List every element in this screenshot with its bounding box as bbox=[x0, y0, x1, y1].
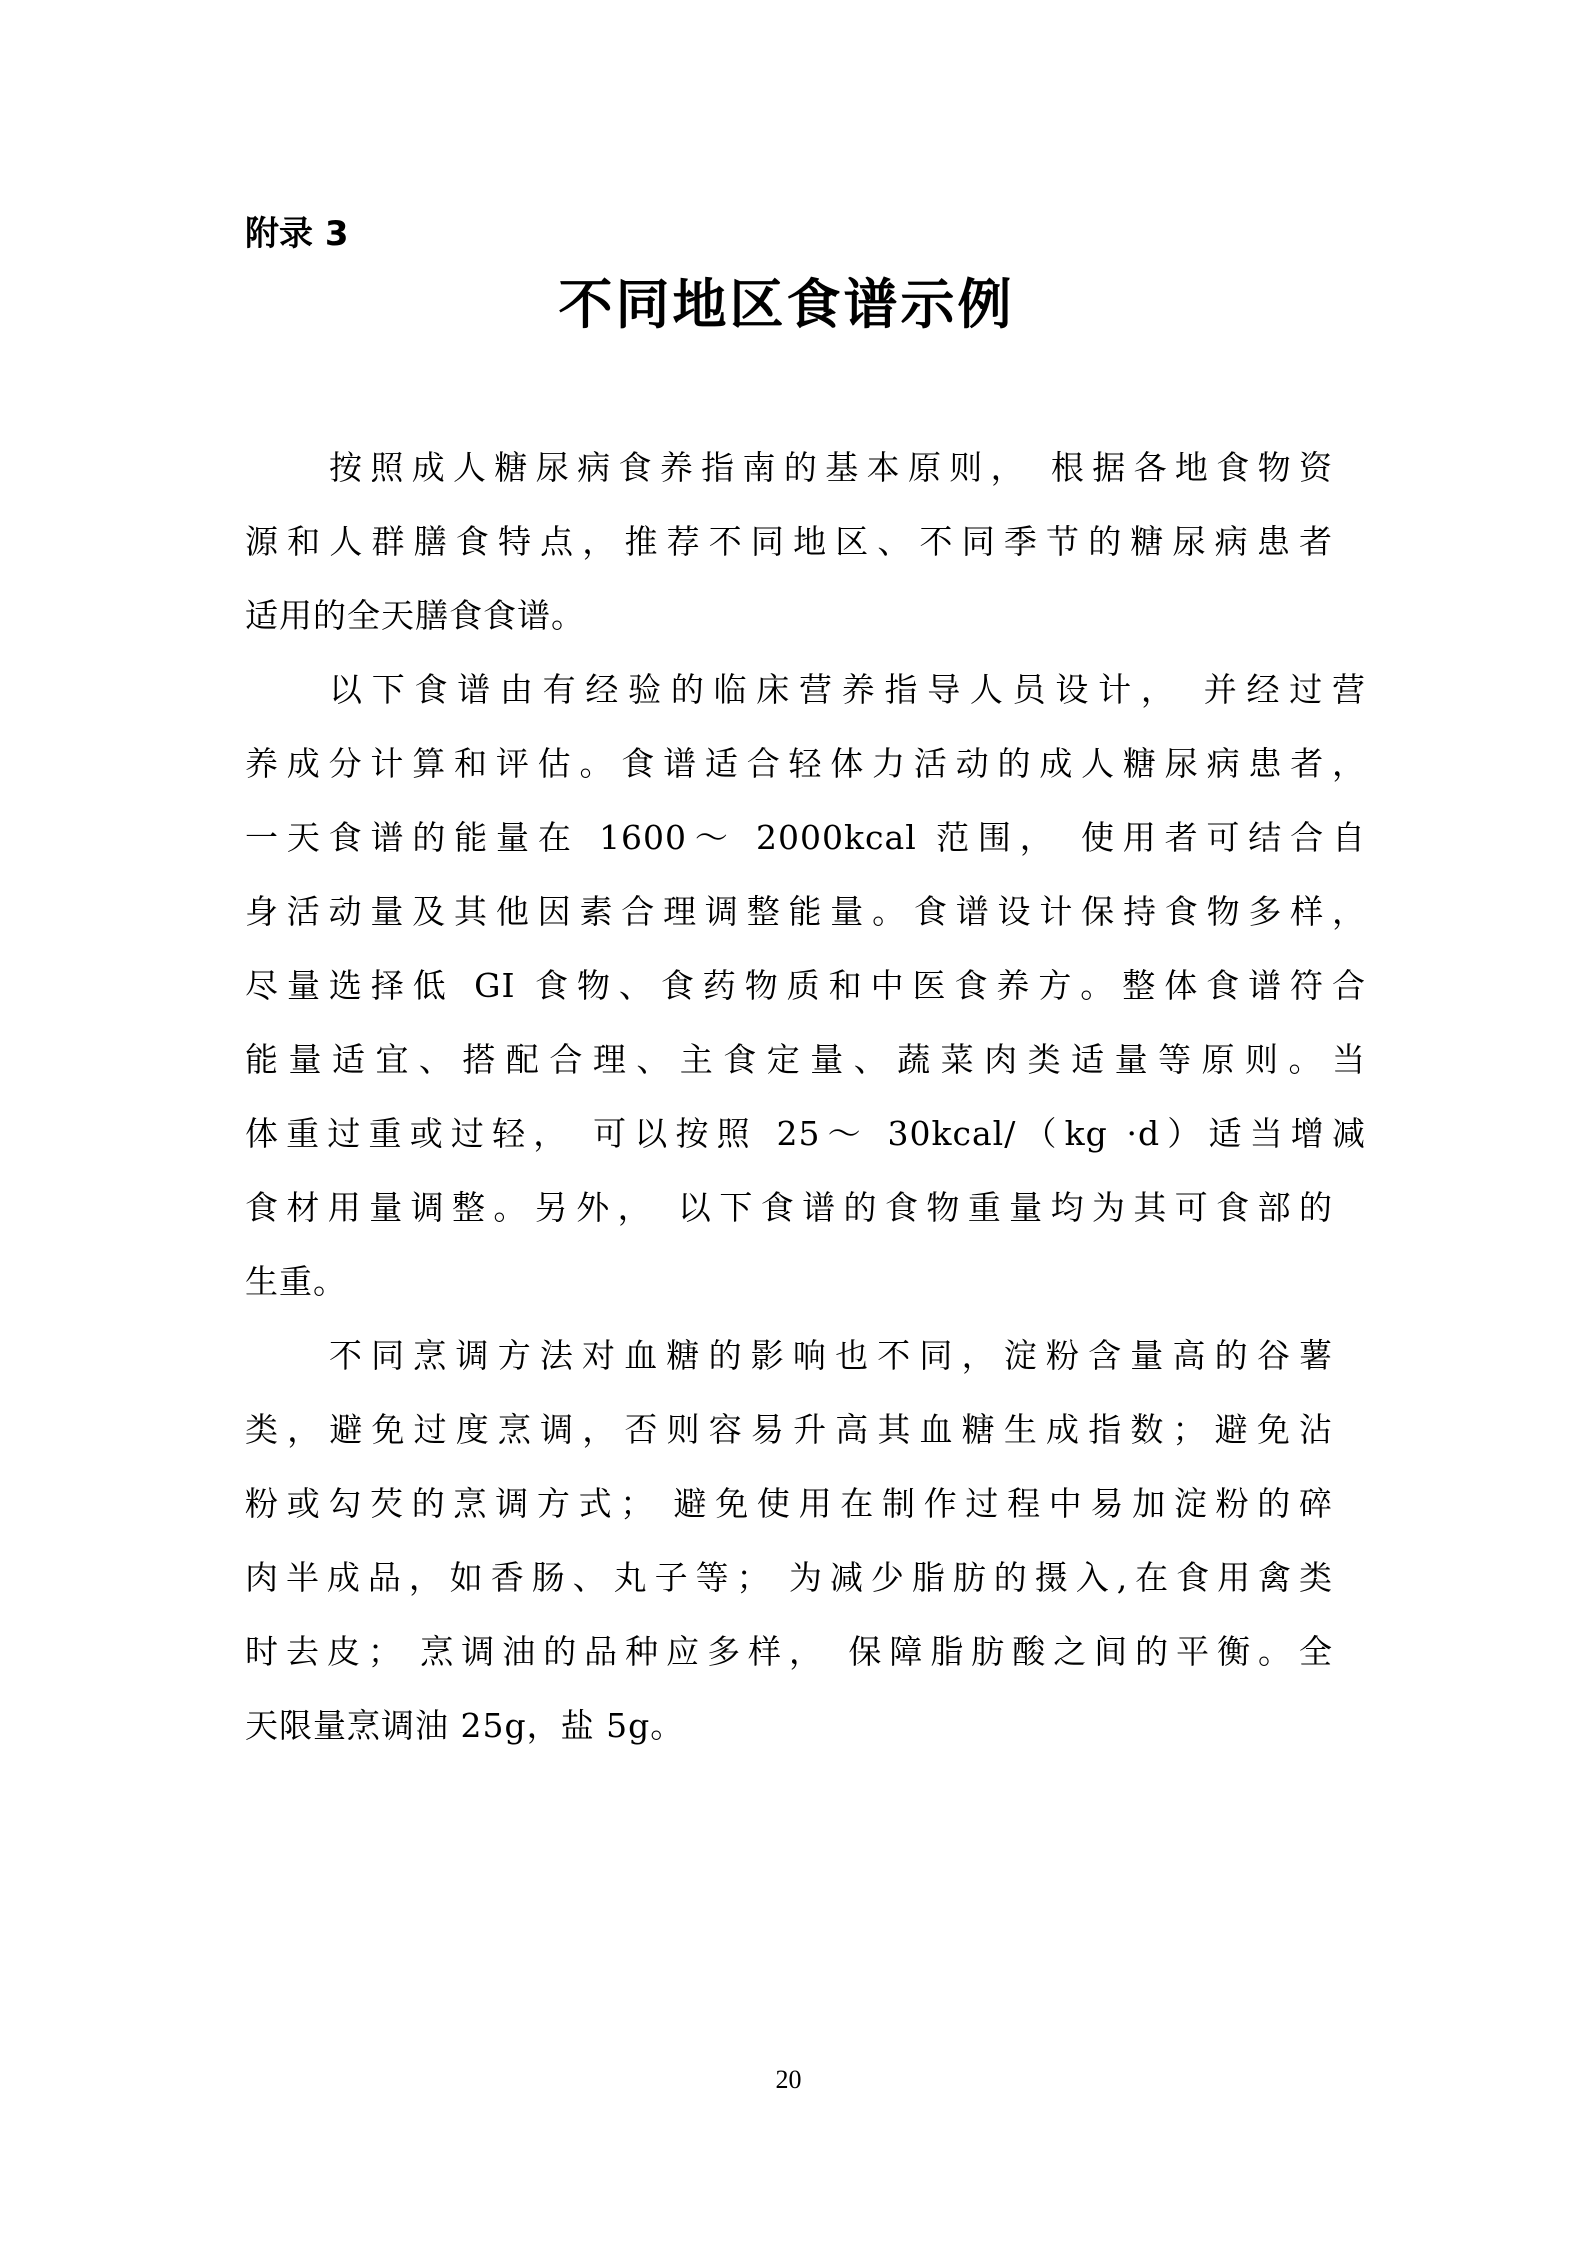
paragraph-recipe-design bbox=[245, 653, 1366, 1319]
text-line: 肉半成品，如香肠、丸子等； 为减少脂肪的摄入,在食用禽类 bbox=[245, 1558, 1333, 1597]
text-line: 养成分计算和评估。食谱适合轻体力活动的成人糖尿病患者， bbox=[245, 744, 1366, 783]
appendix-label: 附录 3 bbox=[245, 214, 349, 254]
text-line: 时去皮； 烹调油的品种应多样， 保障脂肪酸之间的平衡。全 bbox=[245, 1632, 1333, 1671]
page-title: 不同地区食谱示例 bbox=[558, 273, 1015, 336]
text-line: 生重。 bbox=[245, 1262, 347, 1301]
text-line: 源和人群膳食特点，推荐不同地区、不同季节的糖尿病患者 bbox=[245, 522, 1333, 561]
text-line: 一天食谱的能量在 1600～ 2000kcal 范围， 使用者可结合自 bbox=[245, 818, 1366, 857]
text-line: 以下食谱由有经验的临床营养指导人员设计， 并经过营 bbox=[329, 670, 1366, 709]
text-line: 不同烹调方法对血糖的影响也不同，淀粉含量高的谷薯 bbox=[329, 1336, 1333, 1375]
text-line: 粉或勾芡的烹调方式； 避免使用在制作过程中易加淀粉的碎 bbox=[245, 1484, 1333, 1523]
paragraph-cooking-methods bbox=[245, 1319, 1333, 1763]
page-number: 20 bbox=[775, 2065, 802, 2094]
text-line: 按照成人糖尿病食养指南的基本原则， 根据各地食物资 bbox=[329, 448, 1333, 487]
text-line: 天限量烹调油 25g，盐 5g。 bbox=[245, 1706, 685, 1745]
text-line: 能量适宜、搭配合理、主食定量、蔬菜肉类适量等原则。当 bbox=[245, 1040, 1366, 1079]
text-line: 类，避免过度烹调，否则容易升高其血糖生成指数；避免沾 bbox=[245, 1410, 1333, 1449]
text-line: 体重过重或过轻， 可以按照 25～ 30kcal/（kg ·d）适当增减 bbox=[245, 1114, 1366, 1153]
body-text bbox=[245, 431, 1366, 1763]
paragraph-intro bbox=[245, 431, 1333, 653]
text-line: 食材用量调整。另外， 以下食谱的食物重量均为其可食部的 bbox=[245, 1188, 1333, 1227]
text-line: 适用的全天膳食食谱。 bbox=[245, 596, 585, 635]
text-line: 尽量选择低 GI 食物、食药物质和中医食养方。整体食谱符合 bbox=[245, 966, 1366, 1005]
text-line: 身活动量及其他因素合理调整能量。食谱设计保持食物多样， bbox=[245, 892, 1366, 931]
